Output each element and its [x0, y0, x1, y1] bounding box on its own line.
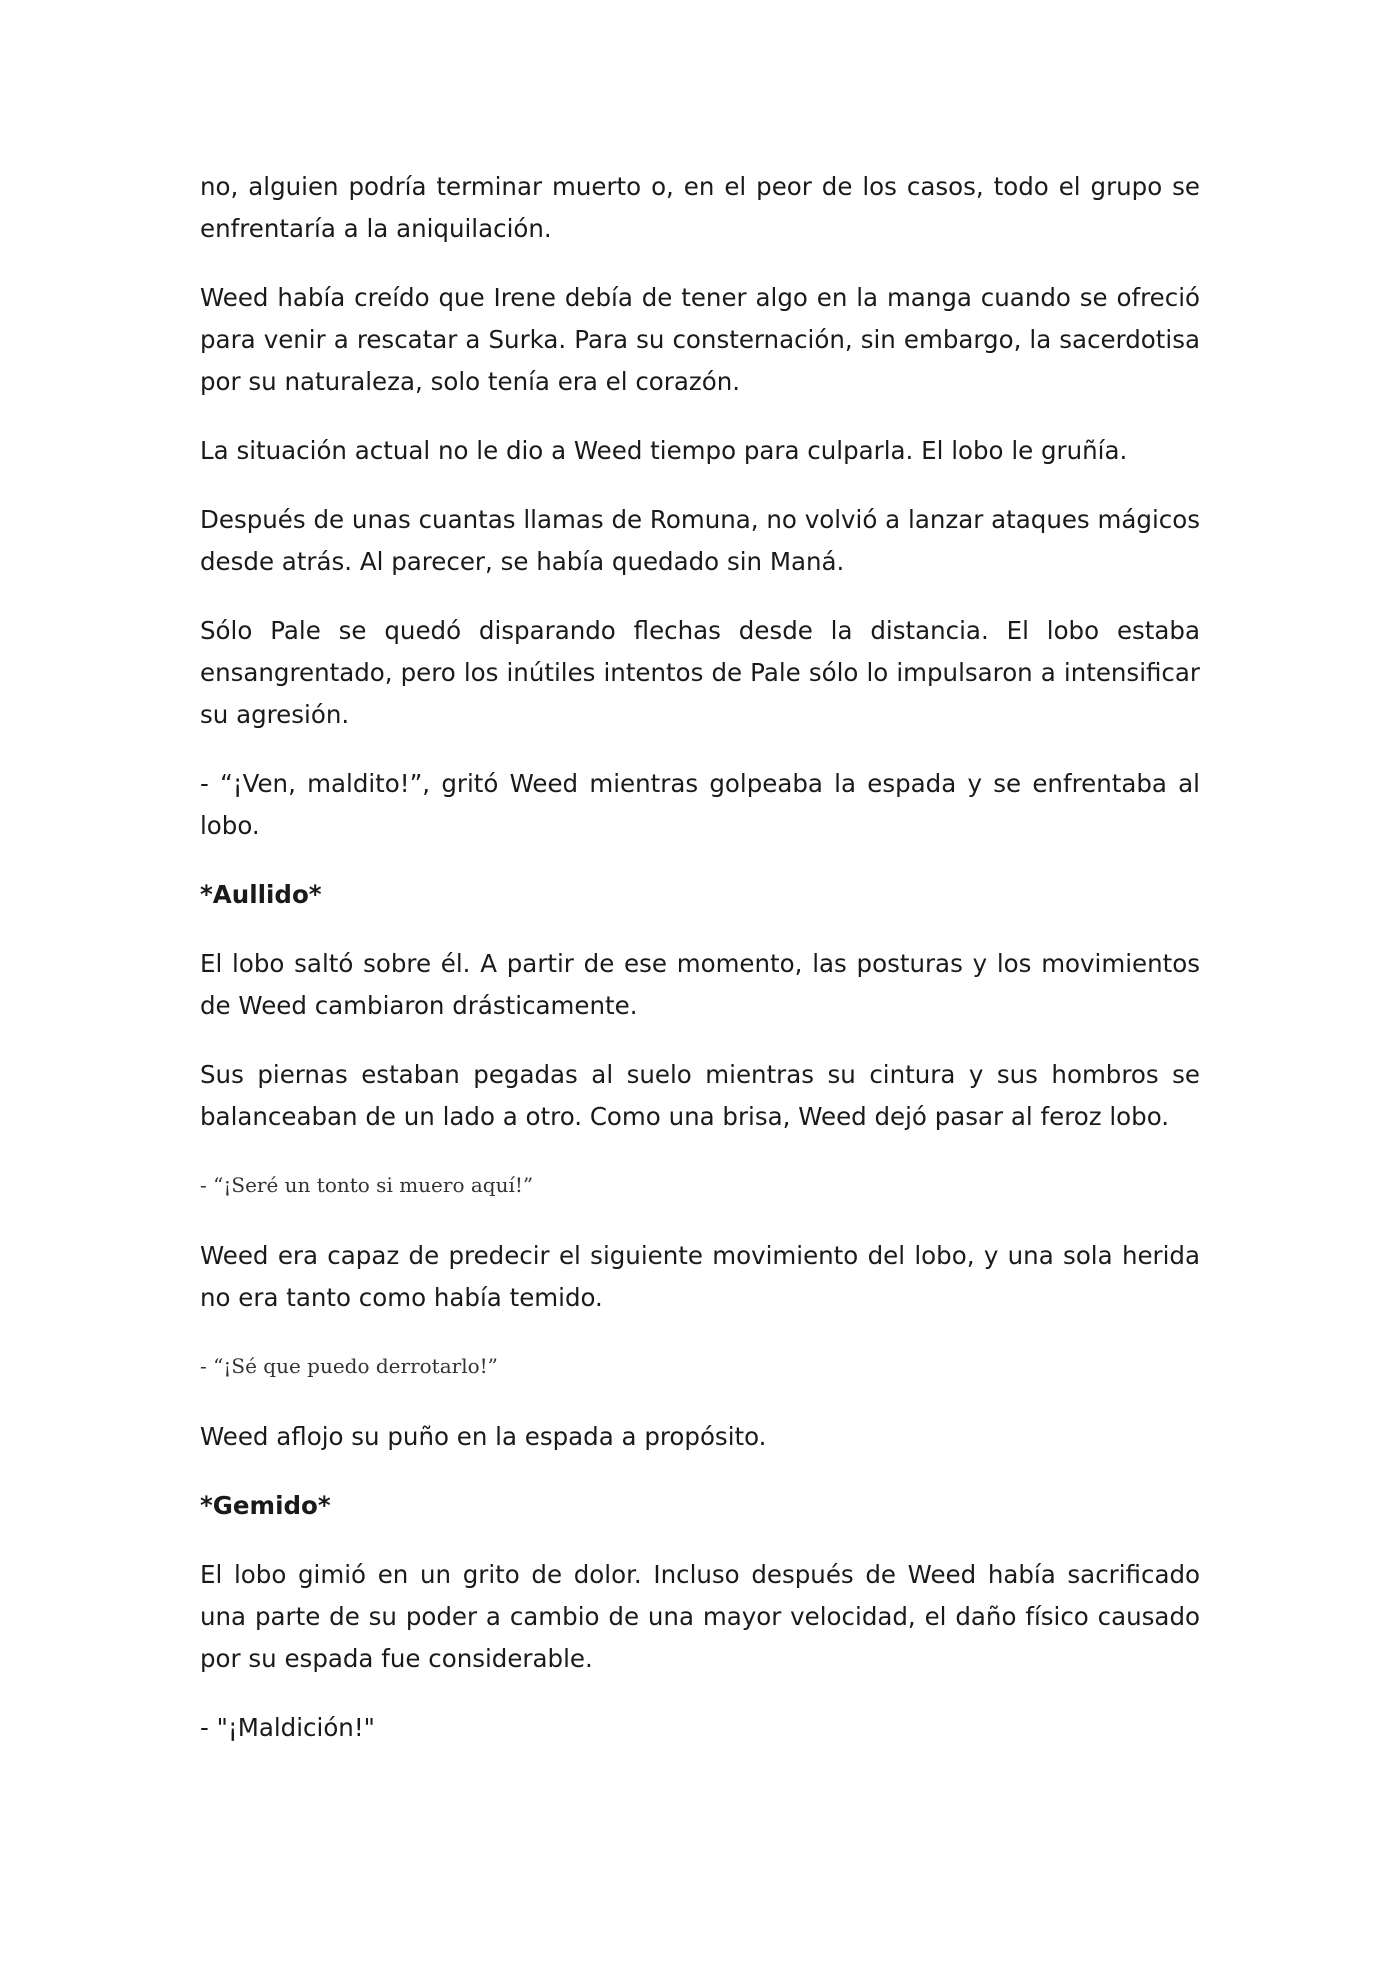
thought-line: - “¡Seré un tonto si muero aquí!”	[200, 1173, 534, 1197]
dialogue-line: - "¡Maldición!"	[200, 1713, 375, 1742]
thought-line: - “¡Sé que puedo derrotarlo!”	[200, 1354, 498, 1378]
sound-effect: *Aullido*	[200, 880, 322, 909]
paragraph: El lobo gimió en un grito de dolor. Incluso después de Weed había sacrificado una parte de su poder a cambio de una mayor velocidad, el daño físico causado por su espada fue considerable.	[200, 1560, 1200, 1673]
paragraph: Weed había creído que Irene debía de tener algo en la manga cuando se ofreció para venir a rescatar a Surka. Para su consternación, sin embargo, la sacerdotisa por su naturaleza, solo tenía era el corazón.	[200, 283, 1200, 396]
paragraph: El lobo saltó sobre él. A partir de ese momento, las posturas y los movimientos de Weed cambiaron drásticamente.	[200, 949, 1200, 1020]
dialogue-line: - “¡Ven, maldito!”, gritó Weed mientras golpeaba la espada y se enfrentaba al lobo.	[200, 769, 1200, 840]
document-page	[200, 166, 1200, 1776]
paragraph: Weed era capaz de predecir el siguiente movimiento del lobo, y una sola herida no era tanto como había temido.	[200, 1241, 1200, 1312]
paragraph: Después de unas cuantas llamas de Romuna, no volvió a lanzar ataques mágicos desde atrás. Al parecer, se había quedado sin Maná.	[200, 505, 1200, 576]
paragraph: Weed aflojo su puño en la espada a propósito.	[200, 1422, 767, 1451]
paragraph: no, alguien podría terminar muerto o, en el peor de los casos, todo el grupo se enfrentaría a la aniquilación.	[200, 172, 1200, 243]
paragraph: Sólo Pale se quedó disparando flechas desde la distancia. El lobo estaba ensangrentado, pero los inútiles intentos de Pale sólo lo impulsaron a intensificar su agresión.	[200, 616, 1200, 729]
paragraph: Sus piernas estaban pegadas al suelo mientras su cintura y sus hombros se balanceaban de un lado a otro. Como una brisa, Weed dejó pasar al feroz lobo.	[200, 1060, 1200, 1131]
sound-effect: *Gemido*	[200, 1491, 331, 1520]
paragraph: La situación actual no le dio a Weed tiempo para culparla. El lobo le gruñía.	[200, 436, 1128, 465]
